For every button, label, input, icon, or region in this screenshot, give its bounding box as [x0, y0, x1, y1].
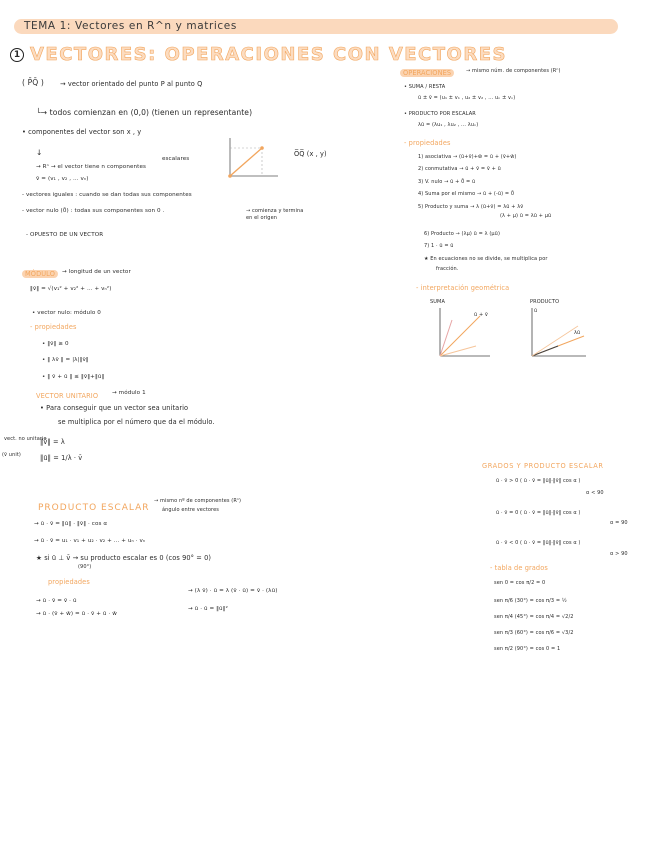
vector-nulo-note: → comienza y termina en el origen — [246, 208, 304, 221]
tabla-2: sen π/6 (30°) = cos π/3 = ½ — [494, 598, 567, 604]
op-propiedades-title: - propiedades — [404, 139, 451, 147]
geo-producto-label: PRODUCTO — [530, 299, 560, 305]
v-definition: v̄ = (v₁ , v₂ , ... vₙ) — [36, 176, 89, 182]
modulo-prop-2: • ‖ λv̄ ‖ = |λ|‖v̄‖ — [42, 357, 89, 363]
rn-line: → Rⁿ → el vector tiene n componentes — [36, 164, 146, 170]
page-title: TEMA 1: Vectores en R^n y matrices — [24, 20, 237, 32]
down-arrow: ↓ — [36, 148, 43, 157]
grados-3: ū · v̄ < 0 ( ū · v̄ = ‖ū‖·‖v̄‖ cos α ) — [496, 540, 581, 546]
componentes-line: • componentes del vector son x , y — [22, 128, 142, 136]
grados-3-angle: α > 90 — [610, 551, 628, 557]
escalar-90: (90°) — [78, 564, 92, 570]
escalar-formula-2: → ū · v̄ = u₁ · v₁ + u₂ · v₂ + ... + uₙ · vₙ — [34, 538, 146, 544]
op-prop-3: 3) V. nulo → ū + 0̄ = ū — [418, 179, 476, 185]
geo-producto-u-label: ū — [534, 308, 538, 314]
operaciones-description: → mismo núm. de componentes (Rⁿ) — [466, 68, 561, 74]
escalar-prop-2: → ū · (v̄ + w̄) = ū · v̄ + ū · w̄ — [36, 611, 117, 617]
oq-label: O̅Q̅ (x , y) — [294, 150, 327, 158]
op-prop-1: 1) asociativa → (ū+v̄)+w̄ = ū + (v̄+w̄) — [418, 154, 517, 160]
op-prop-6: 6) Producto → (λμ) ū = λ (μū) — [424, 231, 501, 237]
producto-title: • PRODUCTO POR ESCALAR — [404, 111, 476, 117]
tabla-4: sen π/3 (60°) = cos π/6 = √3/2 — [494, 630, 574, 636]
tabla-title: - tabla de grados — [490, 564, 548, 572]
escalar-title: PRODUCTO ESCALAR — [38, 503, 150, 513]
grados-2: ū · v̄ = 0 ( ū · v̄ = ‖ū‖·‖v̄‖ cos α ) — [496, 510, 581, 516]
unitario-line-2: se multiplica por el número que da el módulo. — [58, 418, 215, 426]
escalares-label: escalares — [162, 156, 190, 162]
geo-producto-lambda-label: λū — [574, 330, 581, 336]
tabla-5: sen π/2 (90°) = cos 0 = 1 — [494, 646, 561, 652]
op-note-2: fracción. — [436, 266, 459, 272]
op-prop-5b: (λ + μ) ū = λū + μū — [500, 213, 552, 219]
escalar-propiedades-title: propiedades — [48, 578, 90, 586]
unitario-line-1: • Para conseguir que un vector sea unitario — [40, 404, 189, 412]
vector-diagram — [222, 136, 282, 184]
escalar-formula-1: → ū · v̄ = ‖ū‖ · ‖v̄‖ · cos α — [34, 521, 108, 527]
op-note-1: ★ En ecuaciones no se divide, se multiplica por — [424, 256, 548, 262]
pq-description: → vector orientado del punto P al punto Q — [60, 80, 203, 88]
escalar-perpendicular: ★ si ū ⊥ v̄ → su producto escalar es 0 (cos 90° = 0) — [36, 554, 212, 562]
section-number: 1 — [10, 48, 24, 62]
unitario-formula-2: ‖ū‖ = 1/λ · v̄ — [40, 454, 83, 462]
unitario-description: → módulo 1 — [112, 390, 146, 396]
grados-1: ū · v̄ > 0 ( ū · v̄ = ‖ū‖·‖v̄‖ cos α ) — [496, 478, 581, 484]
pq-label: ( P̄Q̄ ) — [22, 78, 44, 87]
operaciones-title: OPERACIONES — [400, 69, 454, 77]
vectores-iguales: - vectores iguales : cuando se dan todas sus componentes — [22, 192, 192, 198]
modulo-nulo: • vector nulo: módulo 0 — [32, 310, 101, 316]
op-prop-4: 4) Suma por el mismo → ū + (-ū) = 0̄ — [418, 191, 515, 197]
escalar-prop-1: → ū · v̄ = v̄ · ū — [36, 598, 77, 604]
tabla-1: sen 0 = cos π/2 = 0 — [494, 580, 546, 586]
op-prop-7: 7) 1 · ū = ū — [424, 243, 454, 249]
grados-2-angle: α = 90 — [610, 520, 628, 526]
geo-suma-label: SUMA — [430, 299, 445, 305]
escalar-prop-3: → (λ v̄) · ū = λ (v̄ · ū) = v̄ · (λū) — [188, 588, 278, 594]
modulo-prop-1: • ‖v̄‖ ≥ 0 — [42, 341, 69, 347]
vector-nulo: - vector nulo (0̄) : todas sus componentes son 0 . — [22, 208, 165, 214]
unitario-formula-1: ‖v̄‖ = λ — [40, 438, 65, 446]
producto-formula: λū = (λu₁ , λu₂ , ... λuₙ) — [418, 122, 479, 128]
geo-suma-vector-label: ū + v̄ — [474, 312, 488, 318]
grados-title: GRADOS Y PRODUCTO ESCALAR — [482, 462, 604, 470]
modulo-propiedades-title: - propiedades — [30, 323, 77, 331]
modulo-prop-3: • ‖ v̄ + ū ‖ ≤ ‖v̄‖+‖ū‖ — [42, 374, 105, 380]
escalar-prop-4: → ū · ū = ‖ū‖² — [188, 606, 228, 612]
modulo-formula: ‖v̄‖ = √(v₁² + v₂² + ... + vₙ²) — [30, 286, 112, 292]
tabla-3: sen π/4 (45°) = cos π/4 = √2/2 — [494, 614, 574, 620]
unitario-title: VECTOR UNITARIO — [36, 392, 99, 400]
escalar-angle-note: ángulo entre vectores — [162, 507, 219, 513]
modulo-description: → longitud de un vector — [62, 269, 131, 275]
suma-formula: ū ± v̄ = (u₁ ± v₁ , u₂ ± v₂ , ... uₙ ± vₙ) — [418, 95, 516, 101]
geo-title: - interpretación geométrica — [416, 284, 510, 292]
modulo-title: MÓDULO — [22, 270, 58, 278]
escalar-description: → mismo nº de componentes (Rⁿ) — [154, 498, 242, 504]
unitario-side-note-1: vect. no unitario — [4, 436, 47, 442]
op-prop-5a: 5) Producto y suma → λ (ū+v̄) = λū + λv̄ — [418, 204, 524, 210]
section-heading: VECTORES: OPERACIONES CON VECTORES — [30, 44, 507, 65]
todos-note: └→ todos comienzan en (0,0) (tienen un representante) — [36, 108, 253, 117]
suma-title: • SUMA / RESTA — [404, 84, 446, 90]
grados-1-angle: α < 90 — [586, 490, 604, 496]
opuesto-line: - OPUESTO DE UN VECTOR — [26, 232, 104, 238]
op-prop-2: 2) conmutativa → ū + v̄ = v̄ + ū — [418, 166, 501, 172]
unitario-side-note-2: (v̄ unit) — [2, 452, 21, 458]
